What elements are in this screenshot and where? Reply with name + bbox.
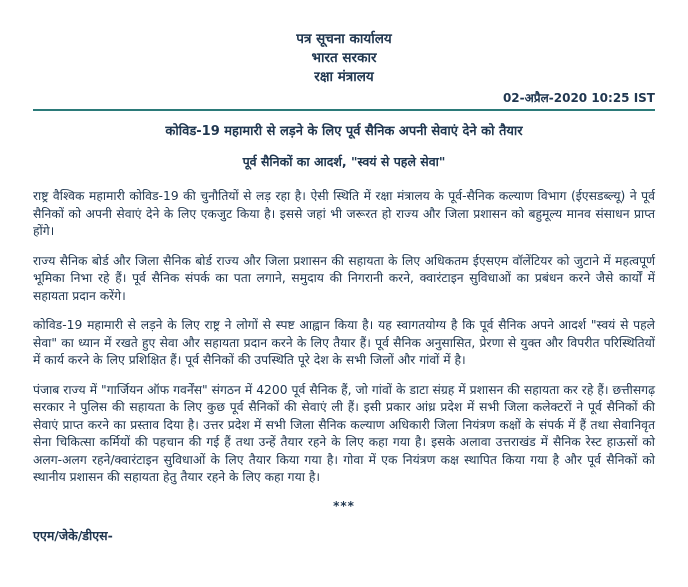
- header-divider: [33, 109, 655, 111]
- masthead-ministry: रक्षा मंत्रालय: [314, 69, 374, 85]
- masthead-government: भारत सरकार: [311, 50, 377, 66]
- release-body: [33, 188, 655, 487]
- release-paragraph: राज्य सैनिक बोर्ड और जिला सैनिक बोर्ड राज्य और जिला प्रशासन की सहायता के लिए अधिकतम ईएसएम वॉलेंटियर को जुटाने में महत्वपूर्ण भूमिका निभा रहे हैं। पूर्व सैनिक संपर्क का पता लगाने, समुदाय की निगरानी करने, क्वारंटाइन सुविधाओं का प्रबंधन करने जैसे कार्यों में सहायता प्रदान करेंगे।: [33, 253, 655, 303]
- release-paragraph: कोविड-19 महामारी से लड़ने के लिए राष्ट्र ने लोगों से स्पष्ट आह्वान किया है। यह स्वागतयोग्य है कि पूर्व सैनिक अपने आदर्श "स्वयं से पहले सेवा" का ध्यान में रखते हुए सेवा और सहायता प्रदान करने के लिए तैयार हैं। पूर्व सैनिक अनुसासित, प्रेरणा से युक्त और विपरीत परिस्थितियों में कार्य करने के लिए प्रशिक्षित हैं। पूर्व सैनिकों की उपस्थिति पूरे देश के सभी जिलों और गांवों में है।: [33, 318, 655, 367]
- section-separator: ***: [333, 498, 355, 513]
- release-datetime: 02-अप्रैल-2020 10:25 IST: [502, 91, 655, 105]
- masthead-office: पत्र सूचना कार्यालय: [296, 31, 392, 47]
- release-paragraph: राष्ट्र वैश्विक महामारी कोविड-19 की चुनौतियों से लड़ रहा है। ऐसी स्थिति में रक्षा मंत्रालय के पूर्व-सैनिक कल्याण विभाग (ईएसडब्ल्यू) ने पूर्व सैनिकों को अपनी सेवाएं देने के लिए एकजुट किया है। इससे जहां भी जरूरत हो राज्य और जिला प्रशासन को बहुमूल्य मानव संसाधन प्राप्त होंगे।: [33, 189, 655, 238]
- masthead: [33, 30, 655, 87]
- release-subtitle: पूर्व सैनिकों का आदर्श, "स्वयं से पहले सेवा": [242, 154, 446, 169]
- signature-initials: एएम/जेके/डीएस-: [33, 527, 113, 543]
- release-title: कोविड-19 महामारी से लड़ने के लिए पूर्व सैनिक अपनी सेवाएं देने को तैयार: [165, 124, 523, 139]
- release-paragraph: पंजाब राज्य में "गार्जियन ऑफ गवर्नेंस" संगठन में 4200 पूर्व सैनिक हैं, जो गांवों के डाटा संग्रह में प्रशासन की सहायता कर रहे हैं। छत्तीसगढ़ सरकार ने पुलिस की सहायता के लिए कुछ पूर्व सैनिकों की सेवाएं ली हैं। इसी प्रकार आंध्र प्रदेश में सभी जिला कलेक्टरों ने पूर्व सैनिकों की सेवाएं प्राप्त करने का प्रस्ताव दिया है। उत्तर प्रदेश में सभी जिला सैनिक कल्याण अधिकारी जिला नियंत्रण कक्षों के संपर्क में हैं तथा सेवानिवृत सेना चिकित्सा कर्मियों की पहचान की गई हैं तथा उन्हें तैयार रहने के लिए कहा गया है। इसके अलावा उत्तराखंड में सैनिक रेस्ट हाऊसों को अलग-अलग रहने/क्वारंटाइन सुविधाओं के लिए तैयार किया गया है। गोवा में एक नियंत्रण कक्ष स्थापित किया गया है और पूर्व सैनिकों को स्थानीय प्रशासन की सहायता हेतु तैयार रहने के लिए कहा गया है।: [33, 382, 655, 484]
